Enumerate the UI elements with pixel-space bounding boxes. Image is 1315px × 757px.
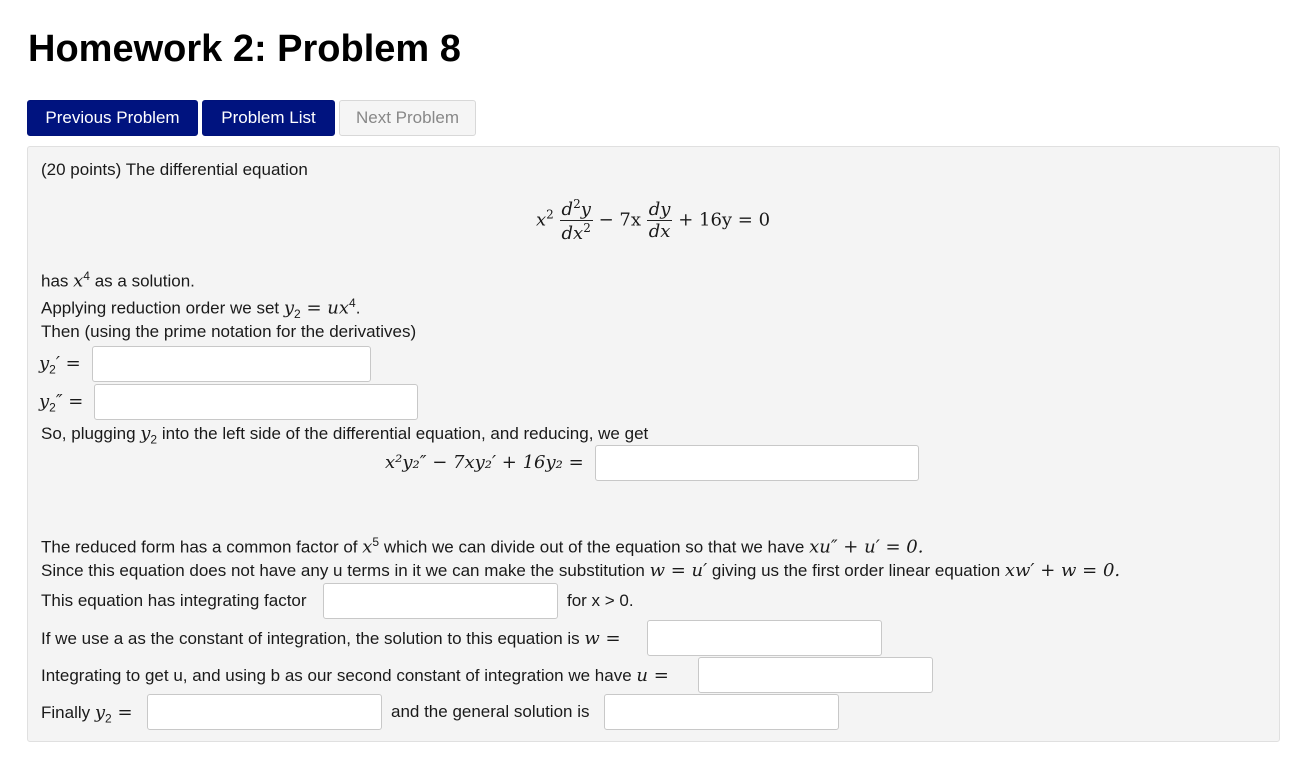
problem-nav xyxy=(27,100,476,136)
y2-solution-input[interactable] xyxy=(147,694,382,730)
general-solution-input[interactable] xyxy=(604,694,839,730)
apply-reduction-text: Applying reduction order we set $y_2 = ux^4$. xyxy=(41,296,361,322)
then-text: Then (using the prime notation for the derivatives) xyxy=(41,322,417,341)
plugging-text: So, plugging $y_2$ into the left side of the differential equation, and reducing, we get xyxy=(41,423,649,447)
finally-text: Finally $y_2$ = xyxy=(41,702,133,726)
constant-a-text: If we use a as the constant of integration, the solution to this equation is w = xyxy=(41,628,621,649)
integrating-factor-input[interactable] xyxy=(323,583,558,619)
differential-equation: $x^2$ $\frac{d^2y}{dx^2}$ − 7x $\frac{dy}{dx}$ + 16y = 0 xyxy=(536,197,771,244)
w-solution-input[interactable] xyxy=(647,620,882,656)
previous-problem-button[interactable]: Previous Problem xyxy=(27,100,198,136)
has-solution-text: has $x^4$ as a solution. xyxy=(41,269,195,292)
reduced-form-text: The reduced form has a common factor of $x^5$ which we can divide out of the equation so that we have xu″ + u′ = 0. xyxy=(41,535,924,558)
y2-double-prime-label: $y_2''$ = xyxy=(39,391,84,415)
problem-list-button[interactable]: Problem List xyxy=(202,100,335,136)
problem-panel xyxy=(27,146,1280,742)
general-solution-label: and the general solution is xyxy=(391,702,590,721)
integrating-factor-label: This equation has integrating factor xyxy=(41,591,307,610)
integrating-factor-suffix: for x > 0. xyxy=(567,591,634,610)
integrate-text: Integrating to get u, and using b as our second constant of integration we have u = xyxy=(41,665,669,686)
next-problem-button: Next Problem xyxy=(339,100,476,136)
y2-prime-input[interactable] xyxy=(92,346,371,382)
reduced-lhs: x²y₂″ − 7xy₂′ + 16y₂ = xyxy=(385,452,584,473)
reduced-form-input[interactable] xyxy=(595,445,919,481)
u-solution-input[interactable] xyxy=(698,657,933,693)
y2-prime-label: $y_2'$ = xyxy=(39,353,81,377)
substitution-text: Since this equation does not have any u terms in it we can make the substitution w = u′ giving us the first order linear equation xw′ + w = 0. xyxy=(41,560,1121,581)
problem-intro: (20 points) The differential equation xyxy=(41,160,308,179)
y2-double-prime-input[interactable] xyxy=(94,384,418,420)
page-title: Homework 2: Problem 8 xyxy=(28,28,461,70)
